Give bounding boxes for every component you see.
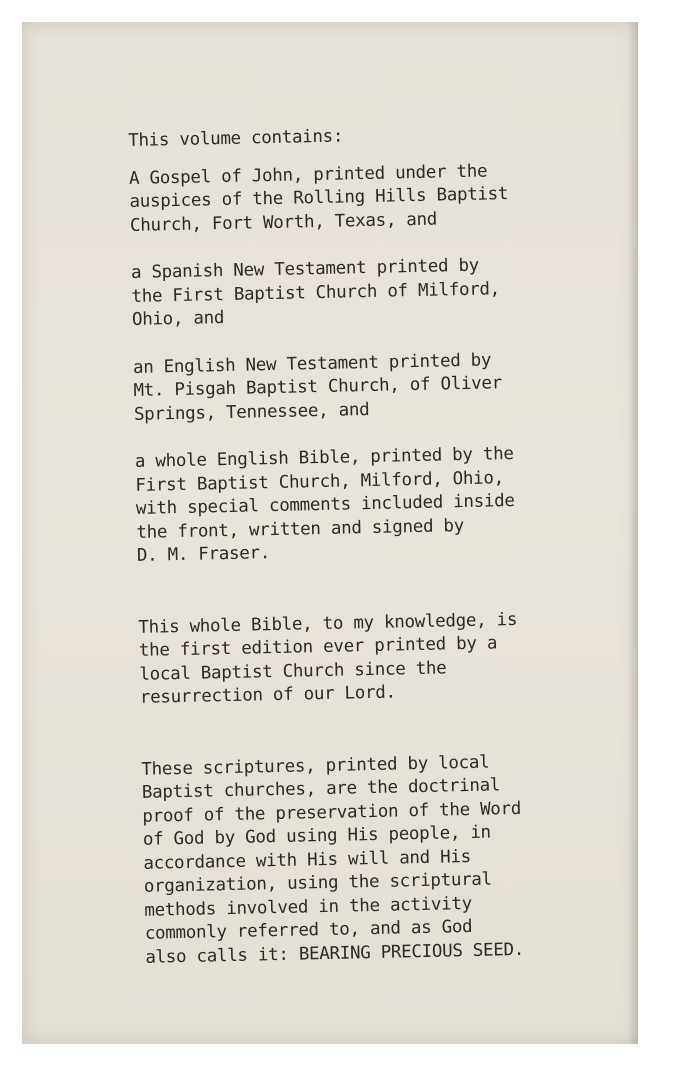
page-edge-shadow — [628, 22, 638, 1044]
typed-text-block — [128, 120, 625, 970]
paragraph-spanish-new-testament: a Spanish New Testament printed by the First Baptist Church of Milford, Ohio, and — [130, 255, 501, 330]
paragraph-precious-seed: These scriptures, printed by local Baptist churches, are the doctrinal proof of the preservation of the Word of God by God using His people, in accordance with His will and His organization, using the scriptural methods involved in the activity commonly referred to, and as God also calls it: BEARING PRECIOUS SEED. — [141, 752, 525, 968]
paragraph-english-new-testament: an English New Testament printed by Mt. Pisgah Baptist Church, of Oliver Springs, Tennessee, and — [132, 349, 503, 425]
volume-heading: This volume contains: — [128, 126, 344, 151]
paragraph-first-edition: This whole Bible, to my knowledge, is the first edition ever printed by a local Baptist Church since the resurrection of our Lord. — [138, 609, 518, 708]
typed-page — [22, 22, 638, 1044]
paragraph-gospel-of-john: A Gospel of John, printed under the auspices of the Rolling Hills Baptist Church, Fort Worth, Texas, and — [128, 160, 509, 236]
paragraph-whole-english-bible: a whole English Bible, printed by the First Baptist Church, Milford, Ohio, with special comments included inside the front, written and signed by D. M. Fraser. — [134, 443, 515, 566]
